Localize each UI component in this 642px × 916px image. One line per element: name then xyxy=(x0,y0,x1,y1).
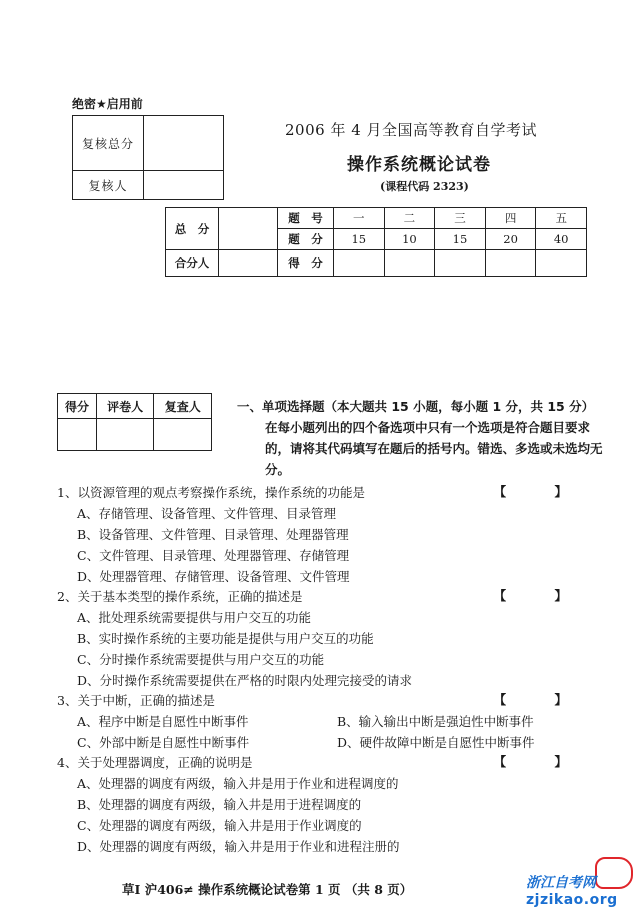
answer-bracket: 【 】 xyxy=(493,484,589,499)
score-cell xyxy=(536,250,587,277)
option-c: C、处理器的调度有两级，输入井是用于作业调度的 xyxy=(77,818,362,833)
watermark-url: zjzikao.org xyxy=(526,892,618,908)
answer-bracket: 【 】 xyxy=(493,692,589,707)
page-footer: 草I 沪406≠ 操作系统概论试卷第 1 页 （共 8 页） xyxy=(122,882,413,897)
points-cell: 15 xyxy=(435,229,486,250)
option-c: C、文件管理、目录管理、处理器管理、存储管理 xyxy=(77,548,350,563)
option-b: B、输入输出中断是强迫性中断事件 xyxy=(337,714,534,729)
points-cell: 20 xyxy=(485,229,536,250)
option-a: A、批处理系统需要提供与用户交互的功能 xyxy=(77,610,312,625)
score-cell xyxy=(435,250,486,277)
score-cell xyxy=(384,250,435,277)
option-a: A、程序中断是自愿性中断事件 xyxy=(77,714,249,729)
option-a: A、处理器的调度有两级，输入井是用于作业和进程调度的 xyxy=(77,776,399,791)
points-cell: 15 xyxy=(334,229,385,250)
score-label: 得 分 xyxy=(278,250,334,277)
option-d: D、分时操作系统需要提供在严格的时限内处理完接受的请求 xyxy=(77,673,413,688)
course-code: (课程代码 2323) xyxy=(380,180,469,193)
question-stem: 2、关于基本类型的操作系统，正确的描述是 xyxy=(57,589,303,604)
grader-table xyxy=(57,393,212,451)
option-d: D、硬件故障中断是自愿性中断事件 xyxy=(337,735,535,750)
question-score-label: 题 分 xyxy=(278,229,334,250)
grader-cell xyxy=(154,419,212,451)
watermark-logo xyxy=(526,872,618,908)
review-total-cell xyxy=(144,116,224,171)
reviewer-cell xyxy=(144,171,224,200)
option-d: D、处理器的调度有两级，输入井是用于作业和进程注册的 xyxy=(77,839,400,854)
col-header: 三 xyxy=(435,208,486,229)
col-header: 四 xyxy=(485,208,536,229)
reviewer-label: 复核人 xyxy=(73,171,144,200)
points-cell: 40 xyxy=(536,229,587,250)
score-cell xyxy=(334,250,385,277)
col-header: 五 xyxy=(536,208,587,229)
option-a: A、存储管理、设备管理、文件管理、目录管理 xyxy=(77,506,337,521)
question-1 xyxy=(57,482,597,587)
grader-cell xyxy=(96,419,154,451)
question-4 xyxy=(57,752,597,857)
question-3 xyxy=(57,690,597,753)
question-stem: 4、关于处理器调度，正确的说明是 xyxy=(57,755,253,770)
question-stem: 3、关于中断，正确的描述是 xyxy=(57,693,215,708)
option-b: B、实时操作系统的主要功能是提供与用户交互的功能 xyxy=(77,631,374,646)
watermark-name: 浙江自考网 xyxy=(526,875,596,891)
score-cell xyxy=(485,250,536,277)
merger-cell xyxy=(219,250,278,277)
exam-title: 2006 年 4 月全国高等教育自学考试 xyxy=(285,121,538,139)
grader-cell xyxy=(58,419,97,451)
confidential-label: 绝密★启用前 xyxy=(72,97,143,111)
section-heading xyxy=(237,396,609,480)
option-b: B、设备管理、文件管理、目录管理、处理器管理 xyxy=(77,527,349,542)
review-table xyxy=(72,115,224,200)
option-c: C、外部中断是自愿性中断事件 xyxy=(77,735,250,750)
option-c: C、分时操作系统需要提供与用户交互的功能 xyxy=(77,652,325,667)
total-score-cell xyxy=(219,208,278,250)
answer-bracket: 【 】 xyxy=(493,588,589,603)
option-b: B、处理器的调度有两级，输入井是用于进程调度的 xyxy=(77,797,362,812)
section-title: 一、单项选择题（本大题共 15 小题，每小题 1 分，共 15 分） xyxy=(237,399,595,414)
paper-title: 操作系统概论试卷 xyxy=(347,155,491,175)
question-no-label: 题 号 xyxy=(278,208,334,229)
question-2 xyxy=(57,586,597,691)
review-total-label: 复核总分 xyxy=(73,116,144,171)
col-header: 二 xyxy=(384,208,435,229)
grader-header: 复查人 xyxy=(154,394,212,419)
grader-header: 评卷人 xyxy=(96,394,154,419)
merger-label: 合分人 xyxy=(166,250,219,277)
score-table xyxy=(165,207,587,277)
section-instructions: 在每小题列出的四个备选项中只有一个选项是符合题目要求的，请将其代码填写在题后的括号内。错选、多选或未选均无分。 xyxy=(265,420,603,477)
total-score-label: 总 分 xyxy=(166,208,219,250)
option-d: D、处理器管理、存储管理、设备管理、文件管理 xyxy=(77,569,350,584)
grader-header: 得分 xyxy=(58,394,97,419)
points-cell: 10 xyxy=(384,229,435,250)
question-stem: 1、以资源管理的观点考察操作系统，操作系统的功能是 xyxy=(57,485,365,500)
answer-bracket: 【 】 xyxy=(493,754,589,769)
col-header: 一 xyxy=(334,208,385,229)
